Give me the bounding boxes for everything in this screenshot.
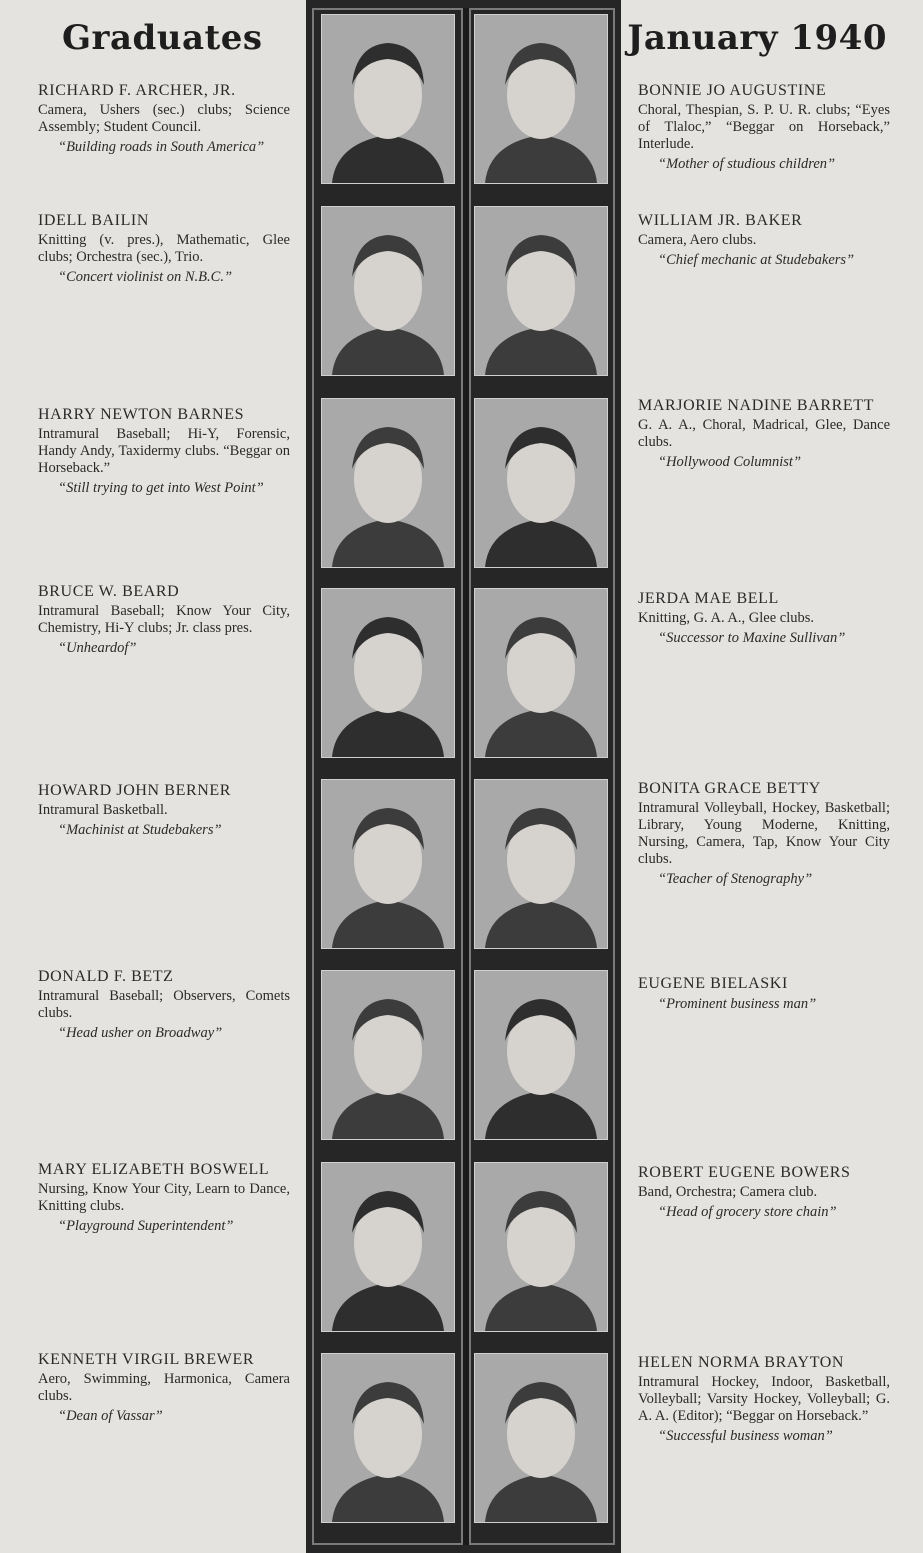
graduate-name: HOWARD JOHN BERNER [38,782,232,799]
graduate-quote: “Teacher of Stenography” [658,871,813,887]
portrait-photo [474,14,608,184]
graduate-entry [38,968,290,1042]
portrait-photo [321,398,455,568]
graduate-quote: “Playground Superintendent” [58,1218,234,1234]
graduate-name: IDELL BAILIN [38,212,150,229]
portrait-photo [474,779,608,949]
graduate-activities: Aero, Swimming, Harmonica, Camera clubs. [38,1371,290,1404]
graduate-entry [638,780,890,888]
graduate-activities: Camera, Aero clubs. [638,232,757,248]
graduate-activities: Intramural Baseball; Hi-Y, Forensic, Handy Andy, Taxidermy clubs. “Beggar on Horseback.” [38,426,290,476]
portrait-photo [474,206,608,376]
graduate-quote: “Head usher on Broadway” [58,1025,223,1041]
graduate-activities: Knitting (v. pres.), Mathematic, Glee clubs; Orchestra (sec.), Trio. [38,232,290,265]
graduate-quote: “Concert violinist on N.B.C.” [58,269,233,285]
portrait-photo [321,206,455,376]
graduate-entry [38,82,290,156]
graduate-quote: “Head of grocery store chain” [658,1204,837,1220]
portrait-photo [321,779,455,949]
graduate-name: DONALD F. BETZ [38,968,174,985]
header-graduates: Graduates [62,18,263,58]
graduate-entry [38,212,290,286]
graduate-activities: Knitting, G. A. A., Glee clubs. [638,610,815,626]
graduate-quote: “Prominent business man” [658,996,817,1012]
graduate-quote: “Dean of Vassar” [58,1408,163,1424]
graduate-name: BONNIE JO AUGUSTINE [638,82,827,99]
graduate-entry [38,782,290,839]
graduate-entry [38,583,290,657]
graduate-activities: G. A. A., Choral, Madrical, Glee, Dance clubs. [638,417,890,450]
portrait-photo [321,1162,455,1332]
graduate-quote: “Successful business woman” [658,1428,833,1444]
portrait-photo [321,1353,455,1523]
graduate-entry [638,1164,890,1221]
graduate-activities: Band, Orchestra; Camera club. [638,1184,818,1200]
graduate-name: KENNETH VIRGIL BREWER [38,1351,255,1368]
portrait-photo [474,398,608,568]
graduate-entry [638,212,890,269]
graduate-activities: Camera, Ushers (sec.) clubs; Science Assembly; Student Council. [38,102,290,135]
graduate-name: MARY ELIZABETH BOSWELL [38,1161,270,1178]
portrait-photo [474,588,608,758]
graduate-entry [638,1354,890,1445]
header-date: January 1940 [627,18,887,58]
graduate-entry [638,82,890,173]
graduate-quote: “Still trying to get into West Point” [58,480,264,496]
portrait-photo [474,970,608,1140]
graduate-quote: “Machinist at Studebakers” [58,822,222,838]
graduate-quote: “Unheardof” [58,640,137,656]
graduate-name: HELEN NORMA BRAYTON [638,1354,845,1371]
graduate-quote: “Chief mechanic at Studebakers” [658,252,855,268]
strip-divider [461,8,471,1545]
graduate-activities: Intramural Basketball. [38,802,168,818]
portrait-photo [321,14,455,184]
portrait-photo [321,970,455,1140]
graduate-entry [38,1351,290,1425]
graduate-activities: Nursing, Know Your City, Learn to Dance, Knitting clubs. [38,1181,290,1214]
graduate-name: HARRY NEWTON BARNES [38,406,245,423]
graduate-name: BRUCE W. BEARD [38,583,180,600]
portrait-photo [474,1162,608,1332]
graduate-entry [638,590,890,647]
graduate-entry [638,975,890,1013]
graduate-quote: “Mother of studious children” [658,156,836,172]
portrait-photo [474,1353,608,1523]
graduate-name: MARJORIE NADINE BARRETT [638,397,875,414]
graduate-activities: Intramural Volleyball, Hockey, Basketball; Library, Young Moderne, Knitting, Nursing, Camera, Tap, Know Your City clubs. [638,800,890,867]
graduate-name: ROBERT EUGENE BOWERS [638,1164,851,1181]
graduate-activities: Intramural Baseball; Know Your City, Chemistry, Hi-Y clubs; Jr. class pres. [38,603,290,636]
graduate-quote: “Successor to Maxine Sullivan” [658,630,846,646]
graduate-quote: “Hollywood Columnist” [658,454,802,470]
graduate-activities: Intramural Hockey, Indoor, Basketball, Volleyball; Varsity Hockey, Volleyball; G. A. A. (Editor); “Beggar on Horseback.” [638,1374,890,1424]
graduate-entry [38,406,290,497]
graduate-name: RICHARD F. ARCHER, JR. [38,82,236,99]
graduate-activities: Intramural Baseball; Observers, Comets clubs. [38,988,290,1021]
graduate-activities: Choral, Thespian, S. P. U. R. clubs; “Eyes of Tlaloc,” “Beggar on Horseback,” Interlude. [638,102,890,152]
graduate-entry [638,397,890,471]
portrait-photo [321,588,455,758]
graduate-quote: “Building roads in South America” [58,139,265,155]
graduate-name: WILLIAM JR. BAKER [638,212,803,229]
graduate-entry [38,1161,290,1235]
graduate-name: BONITA GRACE BETTY [638,780,821,797]
graduate-name: EUGENE BIELASKI [638,975,788,992]
graduate-name: JERDA MAE BELL [638,590,779,607]
